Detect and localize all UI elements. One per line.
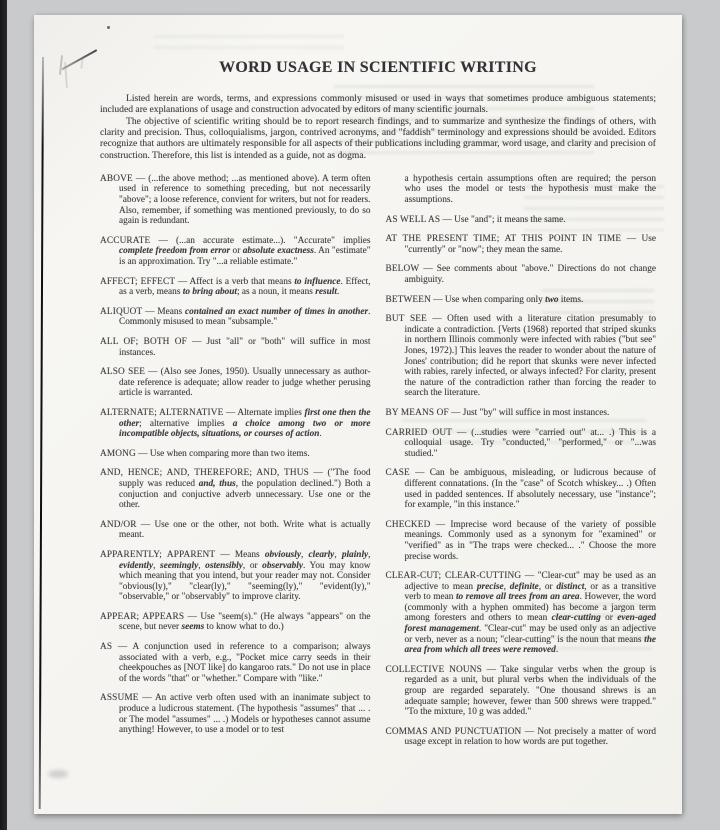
emphasized-phrase: precise [476, 581, 504, 592]
emphasized-phrase: even-aged forest management [404, 613, 656, 635]
glossary-entry: ASSUME — An active verb often used with an inanimate subject to produce a ludicrous statement. (The hypothesis "assumes" that ... . or The model "assumes" ... .) Models or hypotheses cannot assume anything! However, to use a model or to test [100, 693, 371, 736]
entry-term: AT THE PRESENT TIME; AT THIS POINT IN TIME [385, 234, 622, 245]
emphasized-phrase: ostensibly [205, 560, 243, 571]
emphasized-phrase: first one then the other [119, 407, 371, 429]
glossary-column-left [100, 174, 371, 757]
entry-term: AFFECT; EFFECT [100, 276, 176, 287]
glossary-entry: AMONG — Use when comparing more than two items. [100, 448, 310, 459]
glossary-entry: AND, HENCE; AND, THEREFORE; AND, THUS — ("The food supply was reduced and, thus, the population declined.") Both a conjuction and conjuctive adverb unnecessary. Use one or the other. [100, 468, 371, 511]
emphasized-phrase: clear-cutting [551, 613, 601, 624]
glossary-entry: APPARENTLY; APPARENT — Means obviously, clearly, plainly, evidently, seemingly, ostensibly, or observably. You may know which meaning that you intend, but your reader may not. Consider "obvious(ly)," "clear(ly)," "seeming(ly)," "evident(ly)," "observable," or "observably" to improve clarity. [100, 549, 371, 603]
entry-term: ASSUME [100, 693, 139, 704]
entry-term: AND, HENCE; AND, THEREFORE; AND, THUS [100, 468, 309, 479]
entry-term: CHECKED [385, 519, 431, 530]
emphasized-phrase: clearly [308, 549, 335, 560]
glossary-entry: CLEAR-CUT; CLEAR-CUTTING — "Clear-cut" may be used as an adjective to mean precise, definite, or distinct, or as a transitive verb to mean to remove all trees from an area. However, the word (commonly with a hyphen ommited) has become a jargon term among foresters and others to mean clear-cutting or even-aged forest management. "Clear-cut" may be used only as an adjective or verb, never as a noun; "clear-cutting" is the noun that means the area from which all trees were removed. [385, 571, 657, 656]
emphasized-phrase: to remove all trees from an area [455, 592, 580, 603]
emphasized-phrase: distinct [556, 581, 585, 592]
entry-term: COLLECTIVE NOUNS [385, 664, 482, 675]
glossary-entry: ALIQUOT — Means contained an exact number of times in another. Commonly misused to mean "subsample." [100, 306, 371, 328]
entry-term: BETWEEN [385, 294, 431, 305]
emphasized-phrase: result [315, 287, 337, 298]
emphasized-phrase: complete freedom from error [119, 246, 231, 257]
entry-term: ACCURATE [100, 235, 151, 246]
entry-term: APPEAR; APPEARS [100, 611, 185, 622]
glossary-entry-continuation: a hypothesis certain assumptions often are required; the person who uses the model or tests the hypothesis must make the assumptions. [404, 173, 656, 206]
glossary-entry: AND/OR — Use one or the other, not both. Write what is actually meant. [100, 519, 371, 541]
glossary-entry: BELOW — See comments about "above." Directions do not change ambiguity. [385, 264, 656, 286]
glossary-column-right [386, 174, 657, 757]
intro-section [100, 93, 656, 161]
glossary-entry: AFFECT; EFFECT — Affect is a verb that means to influence. Effect, as a verb, means to bring about; as a noun, it means result. [100, 276, 371, 298]
emphasized-phrase: observably [262, 560, 303, 571]
glossary-columns [100, 174, 656, 757]
glossary-entry: COLLECTIVE NOUNS — Take singular verbs when the group is regarded as a unit, but plural verbs when the individuals of the group are regarded separately. "One thousand shrews is an adequate sample; however, fewer than 500 shrews were trapped." "To the mixture, 10 g was added." [385, 664, 656, 718]
entry-term: CASE [385, 468, 410, 479]
emphasized-phrase: seemingly [160, 560, 199, 571]
glossary-entry: CARRIED OUT — (...studies were "carried out" at... .) This is a colloquial usage. Try "conducted," "performed," or "...was studied." [385, 427, 656, 459]
emphasized-phrase: plainly [341, 549, 369, 560]
emphasized-phrase: contained an exact number of times in another [185, 306, 369, 317]
glossary-entry: AT THE PRESENT TIME; AT THIS POINT IN TIME — Use "currently" or "now"; they mean the same. [385, 234, 656, 255]
entry-term: CARRIED OUT [385, 427, 453, 438]
entry-term: BUT SEE [385, 314, 427, 325]
glossary-entry: CHECKED — Imprecise word because of the variety of possible meanings. Commonly used as a synonym for "examined" or "verified" as in "The traps were checked... ." Choose the more precise words. [385, 519, 656, 562]
page-title: WORD USAGE IN SCIENTIFIC WRITING [219, 59, 537, 76]
entry-term: ALIQUOT [100, 306, 143, 317]
scanned-page [34, 15, 682, 814]
emphasized-phrase: definite [509, 581, 539, 592]
intro-paragraph-2: The objective of scientific writing should be to report research findings, and to summarize and synthesize the findings of others, with clarity and precision. Thus, colloquialisms, jargon, contrived acronyms, and "faddish" terminology and expressions should be avoided. Editors recognize that authors are ultimately responsible for all aspects of their publications including grammar, word usage, and clarity and precision of construction. Therefore, this list is intended as a guide, not as dogma. [100, 115, 656, 161]
emphasized-phrase: obviously [264, 549, 301, 560]
glossary-entry: BUT SEE — Often used with a literature citation presumably to indicate a contradiction. [Verts (1968) reported that striped skunks in northern Illinois commonly were infected with rabies ("but see" Jones, 1972).] This leaves the reader to wonder about the nature of Jones' contribution; did he report that skunks were never infected with rabies, rarely infected, or always infected? For clarity, present the nature of the contradiction rather than forcing the reader to search the literature. [385, 314, 656, 399]
emphasized-phrase: and, thus [198, 478, 236, 489]
entry-term: BELOW [385, 264, 420, 275]
intro-paragraph-1: Listed herein are words, terms, and expressions commonly misused or used in ways that sometimes produce ambiguous statements; included are explanations of usage and construction advocated by editors of many scientific journals. [100, 93, 656, 116]
entry-term: AS [100, 642, 113, 653]
emphasized-phrase: the area from which all trees were removed [404, 634, 656, 656]
entry-term: ALTERNATE; ALTERNATIVE [100, 407, 224, 418]
glossary-entry: ALSO SEE — (Also see Jones, 1950). Usually unnecessary as author-date reference is adequate; allow reader to judge whether perusing article is warranted. [100, 367, 371, 399]
entry-term: APPARENTLY; APPARENT [100, 549, 216, 560]
emphasized-phrase: a choice among two or more incompatible objects, situations, or courses of action [119, 418, 371, 440]
entry-term: AS WELL AS [385, 214, 441, 225]
glossary-entry: ALTERNATE; ALTERNATIVE — Alternate implies first one then the other; alternative implies a choice among two or more incompatible objects, situations, or courses of action. [100, 407, 371, 440]
glossary-entry: ABOVE — (...the above method; ...as mentioned above). A term often used in reference to something preceding, but not necessarily "above"; a loose reference, convient for writers, but not for readers. Also, remember, if something was mentioned previously, to do so again is redundant. [100, 173, 371, 227]
entry-term: ABOVE [100, 173, 133, 184]
glossary-entry: BETWEEN — Use when comparing only two items. [385, 294, 584, 305]
entry-term: BY MEANS OF [385, 407, 449, 418]
page-content [34, 15, 682, 757]
entry-term: AMONG [100, 448, 136, 459]
glossary-entry: COMMAS AND PUNCTUATION — Not precisely a matter of word usage except in relation to how words are put together. [385, 726, 656, 748]
emphasized-phrase: absolute exactness [242, 246, 314, 257]
glossary-entry: ACCURATE — (...an accurate estimate...). "Accurate" implies complete freedom from error or absolute exactness. An "estimate" is an approximation. Try "...a reliable estimate." [100, 235, 371, 268]
glossary-entry: AS WELL AS — Use "and"; it means the same. [385, 214, 566, 225]
glossary-entry: BY MEANS OF — Just "by" will suffice in most instances. [385, 407, 610, 418]
emphasized-phrase: to bring about [182, 287, 238, 298]
pencil-smudge [48, 770, 68, 778]
emphasized-phrase: to influence [294, 276, 341, 287]
entry-term: ALSO SEE [100, 367, 146, 378]
entry-term: CLEAR-CUT; CLEAR-CUTTING [385, 571, 522, 582]
glossary-entry: CASE — Can be ambiguous, misleading, or ludicrous because of different connatations. (In the "case" of Scotch whiskey... .) Often used in padded sentences. If absolutely necessary, use "instance"; for example, "in this instance." [385, 468, 656, 511]
emphasized-phrase: two [545, 294, 559, 305]
glossary-entry: AS — A conjunction used in reference to a comparison; always associated with a verb, e.g., "Pocket mice carry seeds in their cheekpouches as [NOT like] do kangaroo rats." Do not use in place of the words "that" or "whether." Compare with "like." [100, 642, 371, 684]
emphasized-phrase: seems [181, 622, 205, 633]
emphasized-phrase: evidently [119, 560, 154, 571]
entry-term: AND/OR [100, 519, 137, 530]
scanner-edge-strip [0, 0, 7, 830]
glossary-entry: ALL OF; BOTH OF — Just "all" or "both" will suffice in most instances. [100, 337, 371, 358]
entry-term: COMMAS AND PUNCTUATION [385, 726, 522, 737]
glossary-entry: APPEAR; APPEARS — Use "seem(s)." (He always "appears" on the scene, but never seems to know what to do.) [100, 611, 371, 633]
entry-term: ALL OF; BOTH OF [100, 337, 187, 347]
